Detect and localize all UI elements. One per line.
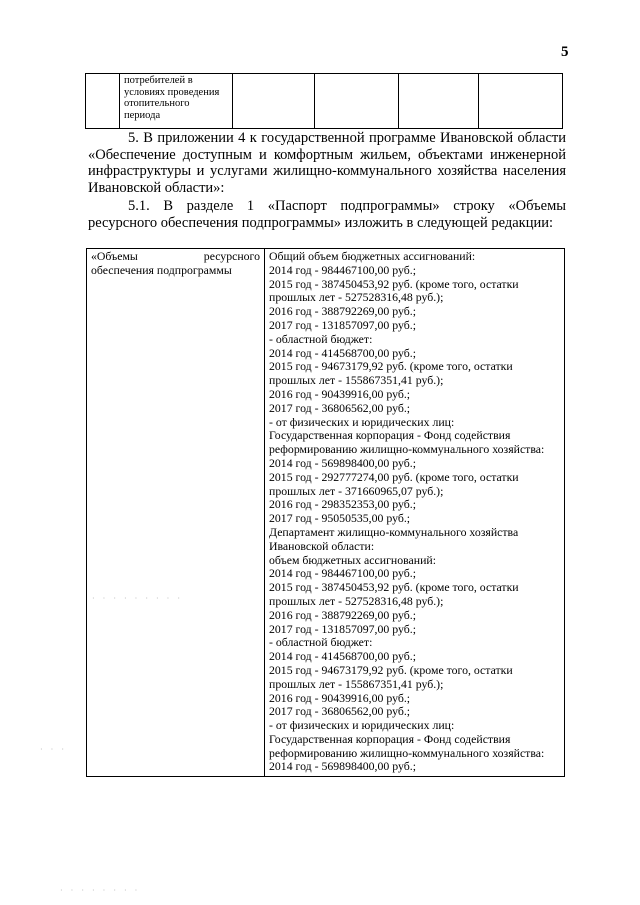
resource-provision-table — [86, 248, 565, 777]
funding-line: 2015 год - 94673179,92 руб. (кроме того, остатки прошлых лет - 155867351,41 руб.); — [269, 359, 513, 388]
funding-line: 2017 год - 95050535,00 руб.; — [269, 511, 411, 526]
funding-line: 2014 год - 984467100,00 руб.; — [269, 262, 416, 277]
table-cell — [86, 74, 120, 129]
funding-line: 2014 год - 414568700,00 руб.; — [269, 649, 416, 664]
table-cell — [479, 74, 563, 129]
scan-artifact: · · · — [40, 745, 67, 754]
row-label: «Объемы ресурсного обеспечения подпрограммы — [87, 249, 265, 777]
funding-line: Государственная корпорация - Фонд содействия реформированию жилищно-коммунального хозяйства: — [269, 731, 545, 760]
funding-line: 2014 год - 569898400,00 руб.; — [269, 455, 416, 470]
funding-line: - от физических и юридических лиц: — [269, 718, 455, 733]
paragraph-5: 5. В приложении 4 к государственной программе Ивановской области «Обеспечение доступным и комфортным жильем, объектами инженерной инфраструктуры и услугами жилищно-коммунального хозяйства населения Ивановской области»: — [88, 130, 566, 196]
funding-line: 2014 год - 984467100,00 руб.; — [269, 566, 416, 581]
table-cell — [399, 74, 479, 129]
page-number: 5 — [561, 44, 569, 60]
funding-line: 2017 год - 36806562,00 руб.; — [269, 400, 411, 415]
funding-line: - от физических и юридических лиц: — [269, 414, 455, 429]
funding-line: 2016 год - 388792269,00 руб.; — [269, 607, 416, 622]
table-row — [86, 74, 563, 129]
funding-line: 2015 год - 387450453,92 руб. (кроме того, остатки прошлых лет - 527528316,48 руб.); — [269, 276, 519, 305]
funding-line: объем бюджетных ассигнований: — [269, 552, 436, 567]
table-row — [87, 249, 565, 777]
table-cell-description: потребителей в условиях проведения отопительного периода — [120, 74, 233, 129]
funding-line: 2014 год - 414568700,00 руб.; — [269, 345, 416, 360]
scan-artifact: · · · · · · · · — [60, 886, 141, 895]
funding-line: 2014 год - 569898400,00 руб.; — [269, 759, 416, 774]
funding-line: Государственная корпорация - Фонд содействия реформированию жилищно-коммунального хозяйства: — [269, 428, 545, 457]
paragraph-5-1: 5.1. В разделе 1 «Паспорт подпрограммы» строку «Объемы ресурсного обеспечения подпрограммы» изложить в следующей редакции: — [88, 198, 566, 231]
funding-line: 2015 год - 94673179,92 руб. (кроме того, остатки прошлых лет - 155867351,41 руб.); — [269, 662, 513, 691]
funding-line: Общий объем бюджетных ассигнований: — [269, 249, 476, 263]
table-cell — [315, 74, 399, 129]
table-cell — [233, 74, 315, 129]
continuation-table — [85, 73, 563, 129]
funding-line: 2017 год - 131857097,00 руб.; — [269, 317, 416, 332]
funding-line: - областной бюджет: — [269, 331, 373, 346]
funding-line: 2017 год - 36806562,00 руб.; — [269, 704, 411, 719]
funding-line: Департамент жилищно-коммунального хозяйства Ивановской области: — [269, 524, 519, 553]
funding-line: - областной бюджет: — [269, 635, 373, 650]
scan-artifact: · · · · · · · · · — [92, 594, 183, 603]
funding-details — [265, 249, 565, 777]
funding-line: 2016 год - 90439916,00 руб.; — [269, 386, 411, 401]
funding-line: 2016 год - 388792269,00 руб.; — [269, 304, 416, 319]
funding-line: 2015 год - 292777274,00 руб. (кроме того, остатки прошлых лет - 371660965,07 руб.); — [269, 469, 519, 498]
funding-line: 2016 год - 298352353,00 руб.; — [269, 497, 416, 512]
funding-line: 2015 год - 387450453,92 руб. (кроме того, остатки прошлых лет - 527528316,48 руб.); — [269, 580, 519, 608]
funding-line: 2016 год - 90439916,00 руб.; — [269, 690, 411, 705]
funding-line: 2017 год - 131857097,00 руб.; — [269, 621, 416, 636]
